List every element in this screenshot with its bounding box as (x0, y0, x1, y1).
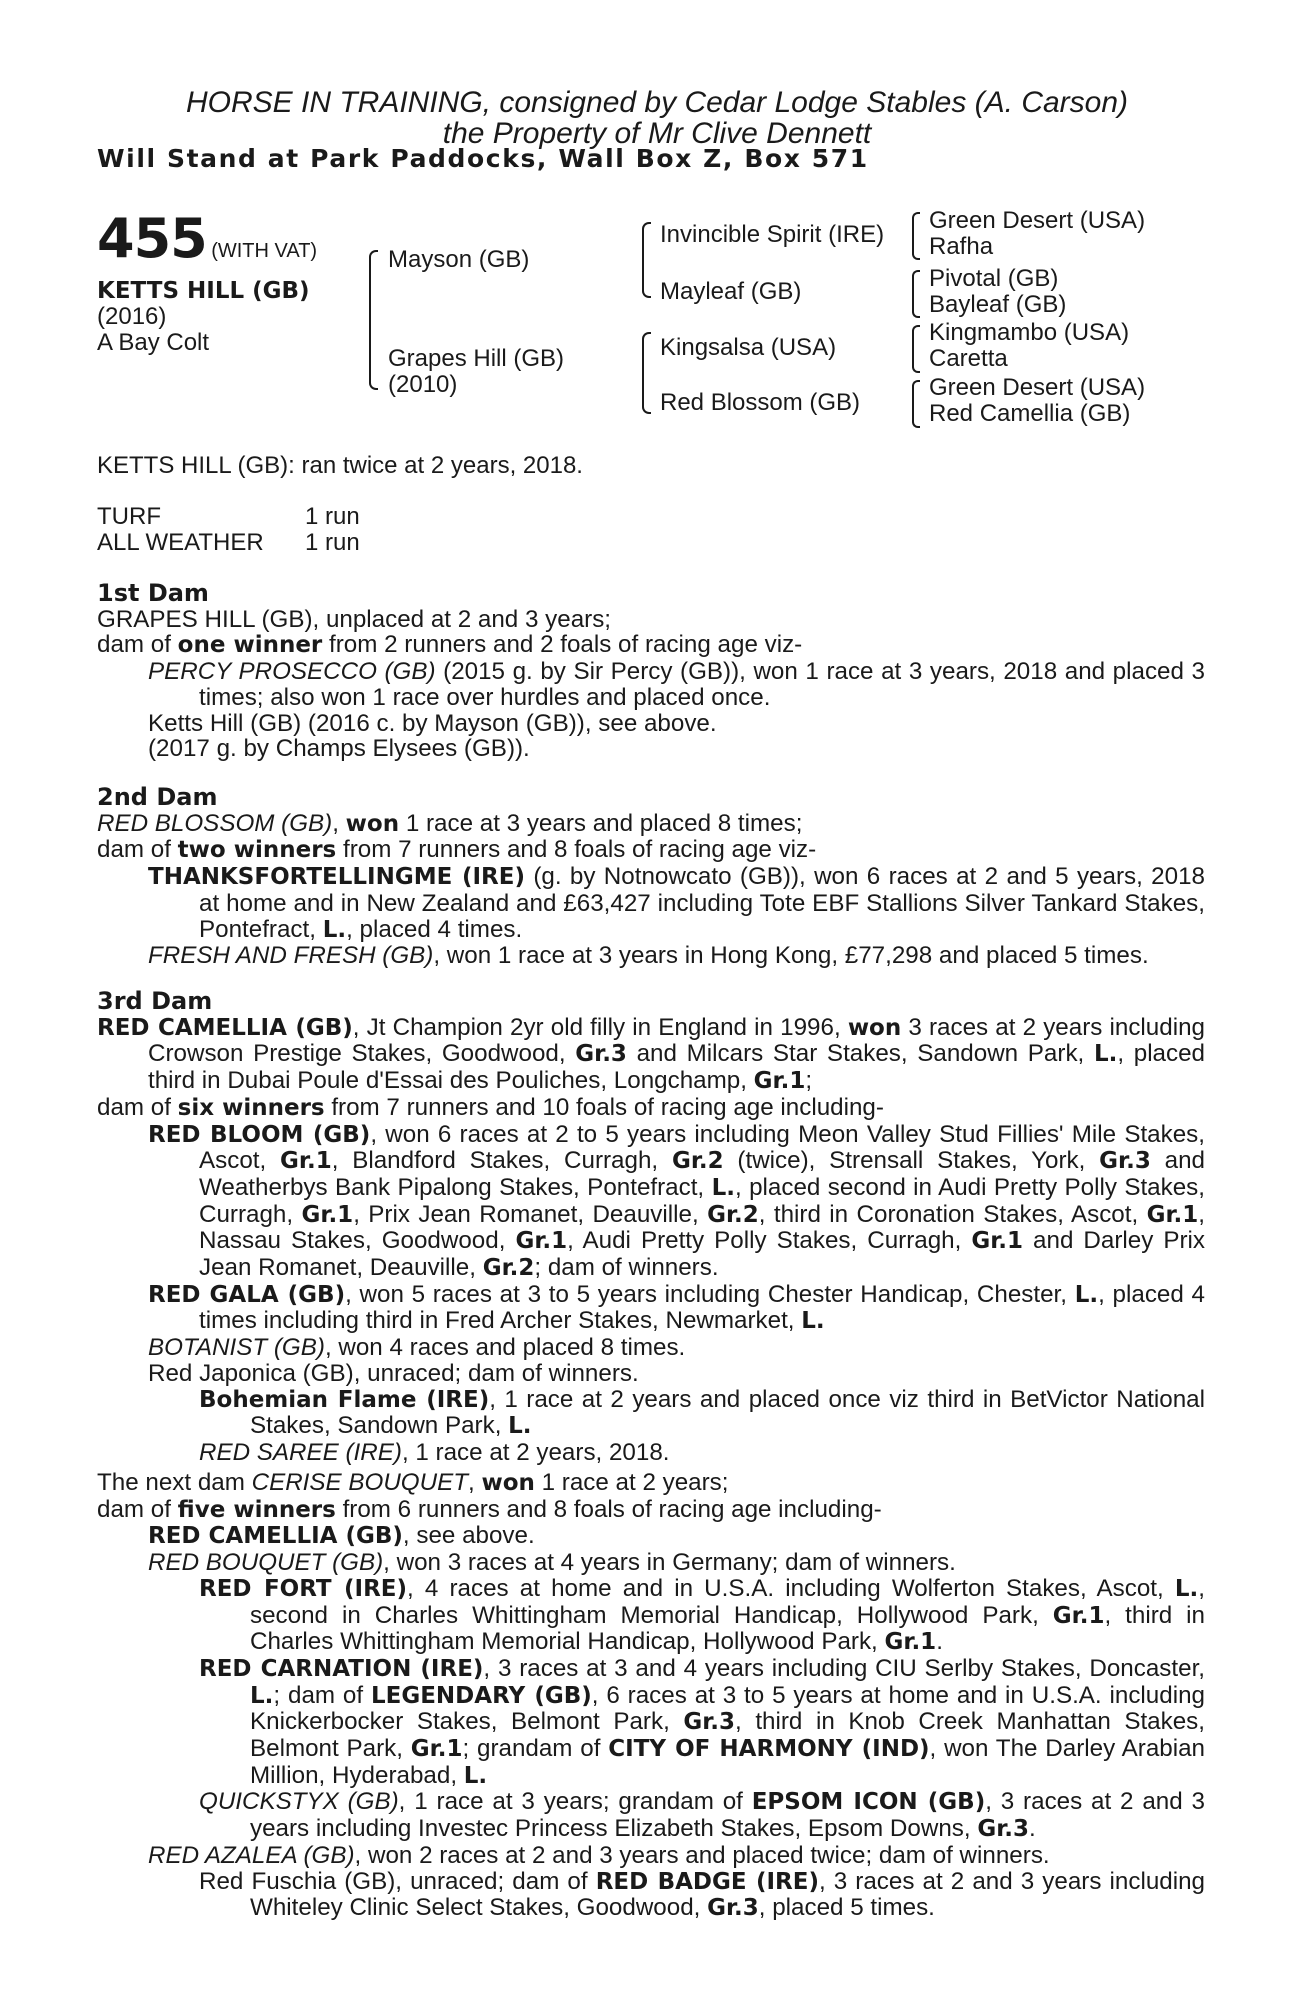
race-summary: KETTS HILL (GB): ran twice at 2 years, 2018. (97, 452, 583, 479)
produce-entry: RED CARNATION (IRE), 3 races at 3 and 4 years including CIU Serlby Stakes, Doncaster, L.; dam of LEGENDARY (GB), 6 races at 3 to 5 years at home and in U.S.A. including Knickerbocker Stakes, Belmont Park, Gr.3, third in Knob Creek Manhattan Stakes, Belmont Park, Gr.1; grandam of CITY OF HARMONY (IND), won The Darley Arabian Million, Hyderabad, L. (199, 1654, 1206, 1789)
produce-entry: (2017 g. by Champs Elysees (GB)). (148, 735, 530, 763)
vat-note: (WITH VAT) (211, 240, 318, 262)
produce-entry: Red Japonica (GB), unraced; dam of winners. (148, 1359, 639, 1387)
pedigree-dam: Grapes Hill (GB) (388, 345, 565, 372)
produce-entry: BOTANIST (GB), won 4 races and placed 8 times. (148, 1334, 686, 1362)
pedigree-g7: Green Desert (USA) (929, 374, 1146, 401)
pedigree-g6: Caretta (929, 345, 1008, 372)
all-weather-label: ALL WEATHER (97, 529, 264, 556)
pedigree-brace-g4 (912, 380, 920, 428)
produce-entry: RED BLOOM (GB), won 6 races at 2 to 5 years including Meon Valley Stud Fillies' Mile Stakes, Ascot, Gr.1, Blandford Stakes, Curragh, Gr.2 (twice), Strensall Stakes, York, Gr.3 and Weatherbys Bank Pipalong Stakes, Pontefract, L., placed second in Audi Pretty Polly Stakes, Curragh, Gr.1, Prix Jean Romanet, Deauville, Gr.2, third in Coronation Stakes, Ascot, Gr.1, Nassau Stakes, Goodwood, Gr.1, Audi Pretty Polly Stakes, Curragh, Gr.1 and Darley Prix Jean Romanet, Deauville, Gr.2; dam of winners. (148, 1120, 1205, 1282)
third-dam-line: RED CAMELLIA (GB), Jt Champion 2yr old filly in England in 1996, won 3 races at 2 years including Crowson Prestige Stakes, Goodwood, Gr.3 and Milcars Star Stakes, Sandown Park, L., placed third in Dubai Poule d'Essai des Pouliches, Longchamp, Gr.1; (97, 1013, 1206, 1095)
third-dam-section (97, 989, 1205, 1466)
horse-name: KETTS HILL (GB) (97, 278, 310, 304)
consignor-line: HORSE IN TRAINING, consigned by Cedar Lodge Stables (A. Carson) (185, 86, 1129, 119)
all-weather-value: 1 run (305, 529, 360, 556)
pedigree-brace-dam (642, 332, 651, 414)
pedigree-g1: Green Desert (USA) (929, 207, 1146, 234)
pedigree-g2: Rafha (929, 233, 994, 260)
owner-line: the Property of Mr Clive Dennett (442, 117, 872, 150)
stand-location: Will Stand at Park Paddocks, Wall Box Z, Box 571 (97, 144, 869, 173)
pedigree-g8: Red Camellia (GB) (929, 400, 1131, 427)
pedigree-brace-main (369, 250, 378, 390)
pedigree-sire-dam: Mayleaf (GB) (660, 278, 802, 305)
produce-entry: Ketts Hill (GB) (2016 c. by Mayson (GB)), see above. (148, 709, 717, 737)
turf-label: TURF (97, 503, 161, 530)
pedigree-brace-g1 (912, 212, 920, 260)
pedigree-brace-g3 (912, 325, 920, 373)
first-dam-heading: 1st Dam (97, 579, 209, 607)
pedigree-brace-g2 (912, 270, 920, 318)
produce-entry: RED GALA (GB), won 5 races at 3 to 5 years including Chester Handicap, Chester, L., placed 4 times including third in Fred Archer Stakes, Newmarket, L. (148, 1280, 1205, 1335)
next-dam-produce-line: dam of five winners from 6 runners and 8 foals of racing age including- (97, 1495, 882, 1523)
produce-entry: PERCY PROSECCO (GB) (2015 g. by Sir Percy (GB)), won 1 race at 3 years, 2018 and placed 3 times; also won 1 race over hurdles and placed once. (148, 658, 1205, 711)
lot-number-block (97, 207, 317, 270)
lot-number: 455 (97, 207, 207, 270)
pedigree-sire: Mayson (GB) (388, 246, 530, 273)
second-dam-heading: 2nd Dam (97, 783, 218, 811)
first-dam-section (97, 581, 1205, 762)
pedigree-sire-sire: Invincible Spirit (IRE) (660, 221, 885, 248)
pedigree-dam-dam: Red Blossom (GB) (660, 389, 861, 416)
produce-entry: QUICKSTYX (GB), 1 race at 3 years; grandam of EPSOM ICON (GB), 3 races at 2 and 3 years including Investec Princess Elizabeth Stakes, Epsom Downs, Gr.3. (199, 1788, 1205, 1843)
first-dam-produce-line: dam of one winner from 2 runners and 2 foals of racing age viz- (97, 631, 803, 659)
second-dam-section (97, 785, 1205, 969)
horse-description: A Bay Colt (97, 329, 210, 356)
horse-year: (2016) (97, 303, 167, 330)
turf-value: 1 run (305, 503, 360, 530)
produce-entry: RED BOUQUET (GB), won 3 races at 4 years in Germany; dam of winners. (148, 1549, 956, 1577)
pedigree-dam-sire: Kingsalsa (USA) (660, 334, 837, 361)
produce-entry: RED FORT (IRE), 4 races at home and in U.S.A. including Wolferton Stakes, Ascot, L., second in Charles Whittingham Memorial Handicap, Hollywood Park, Gr.1, third in Charles Whittingham Memorial Handicap, Hollywood Park, Gr.1. (199, 1574, 1205, 1656)
next-dam-line: The next dam CERISE BOUQUET, won 1 race at 2 years; (97, 1469, 729, 1496)
first-dam-line: GRAPES HILL (GB), unplaced at 2 and 3 years; (97, 605, 612, 633)
next-dam-section (97, 1470, 1205, 1922)
pedigree-g3: Pivotal (GB) (929, 265, 1059, 292)
third-dam-produce-line: dam of six winners from 7 runners and 10 foals of racing age including- (97, 1093, 884, 1121)
produce-entry: RED CAMELLIA (GB), see above. (148, 1522, 535, 1550)
produce-entry: Red Fuschia (GB), unraced; dam of RED BADGE (IRE), 3 races at 2 and 3 years including Whiteley Clinic Select Stakes, Goodwood, Gr.3, placed 5 times. (199, 1867, 1205, 1922)
second-dam-line: RED BLOSSOM (GB), won 1 race at 3 years and placed 8 times; (97, 809, 803, 837)
third-dam-heading: 3rd Dam (97, 987, 213, 1015)
produce-entry: RED AZALEA (GB), won 2 races at 2 and 3 years and placed twice; dam of winners. (148, 1841, 1050, 1869)
pedigree-brace-sire (642, 222, 651, 298)
produce-entry: FRESH AND FRESH (GB), won 1 race at 3 years in Hong Kong, £77,298 and placed 5 times. (148, 942, 1149, 970)
produce-entry: RED SAREE (IRE), 1 race at 2 years, 2018. (199, 1438, 670, 1466)
produce-entry: Bohemian Flame (IRE), 1 race at 2 years and placed once viz third in BetVictor National Stakes, Sandown Park, L. (199, 1385, 1206, 1440)
pedigree-g5: Kingmambo (USA) (929, 319, 1130, 346)
second-dam-produce-line: dam of two winners from 7 runners and 8 foals of racing age viz- (97, 836, 817, 864)
produce-entry: THANKSFORTELLINGME (IRE) (g. by Notnowcato (GB)), won 6 races at 2 and 5 years, 2018 at home and in New Zealand and £63,427 including Tote EBF Stallions Silver Tankard Stakes, Pontefract, L., placed 4 times. (148, 863, 1205, 943)
pedigree-dam-year: (2010) (388, 371, 458, 398)
pedigree-g4: Bayleaf (GB) (929, 291, 1067, 318)
